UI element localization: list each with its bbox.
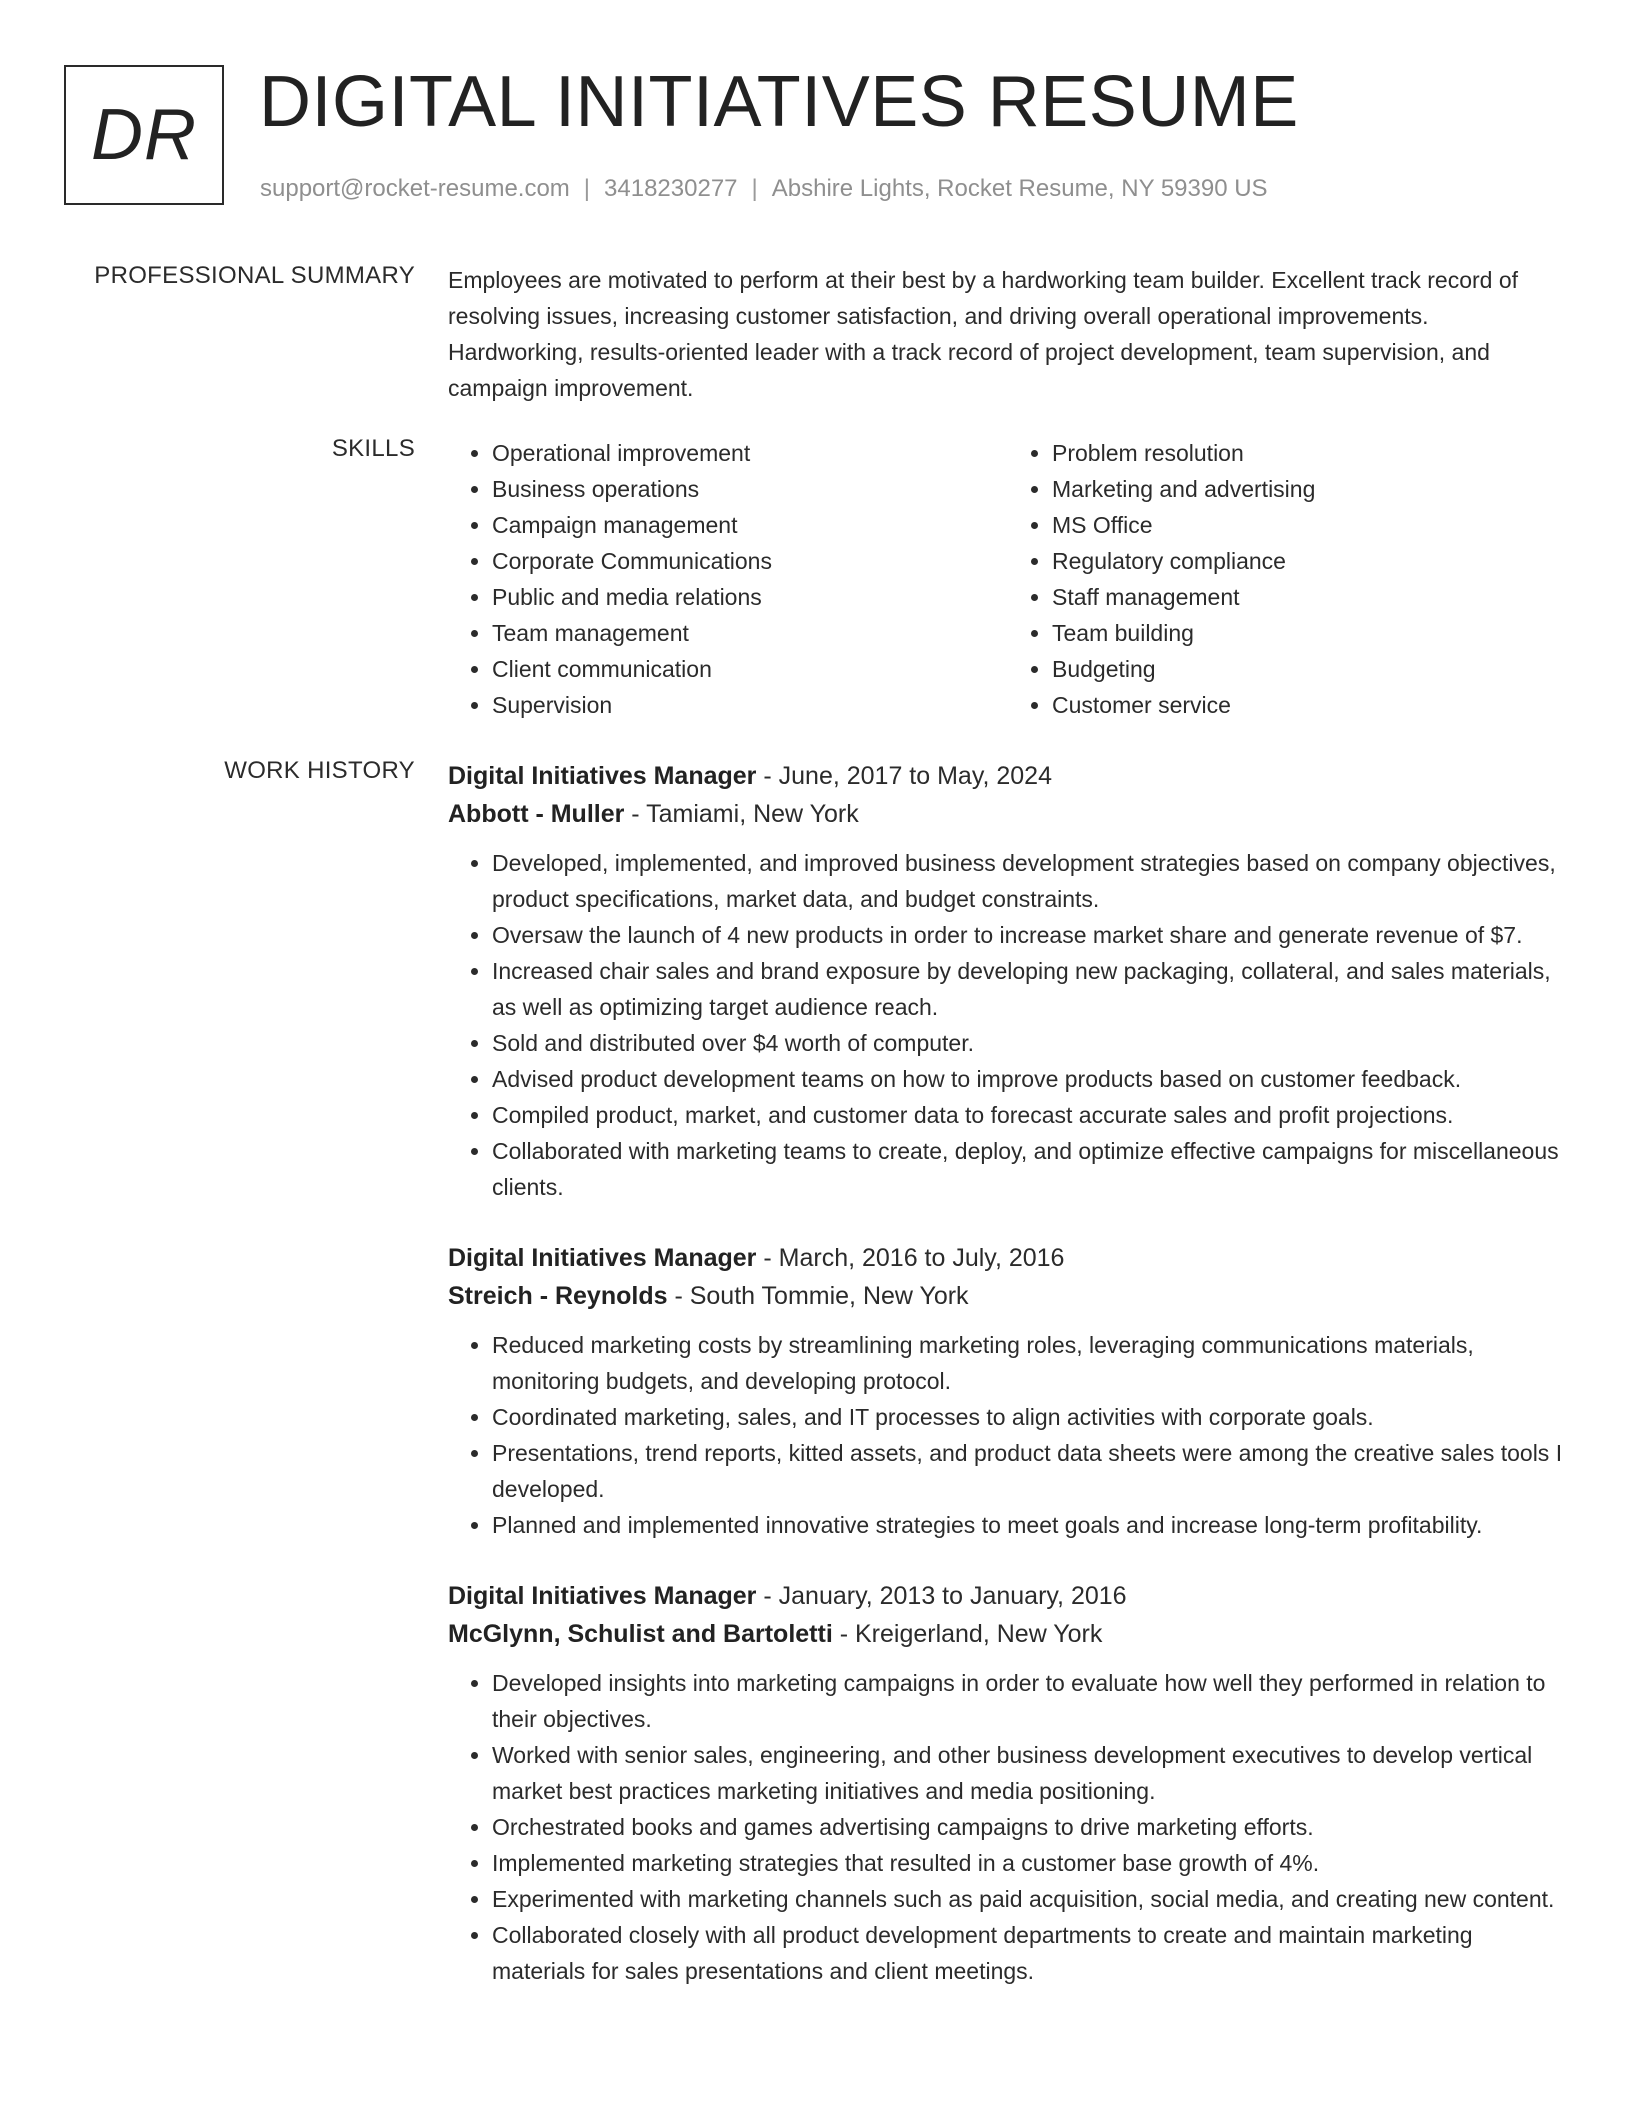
job-entry [448,1239,1568,1543]
job-dates: - June, 2017 to May, 2024 [756,762,1052,790]
job-location: - South Tommie, New York [667,1282,969,1310]
skills-list-right [1008,435,1568,723]
work-history-body [448,757,1568,2023]
job-company-line [448,1277,1568,1315]
job-role: Digital Initiatives Manager [448,762,757,790]
contact-email[interactable]: support@rocket-resume.com [260,175,570,202]
skill-item: • Public and media relations [492,579,1008,615]
job-bullet: • Coordinated marketing, sales, and IT processes to align activities with corporate goals. [492,1399,1568,1435]
job-title-line [448,757,1568,795]
skill-item: • Supervision [492,687,1008,723]
resume-title: DIGITAL INITIATIVES RESUME [259,62,1299,142]
job-bullets [448,1327,1568,1543]
job-company: Abbott - Muller [448,800,625,828]
job-entry [448,1577,1568,1989]
skill-item: • Customer service [1052,687,1568,723]
contact-separator: | [583,175,591,202]
job-dates: - January, 2013 to January, 2016 [756,1582,1127,1610]
job-location: - Tamiami, New York [624,800,859,828]
skills-heading: SKILLS [331,435,415,462]
contact-address: Abshire Lights, Rocket Resume, NY 59390 US [771,175,1268,202]
resume-header [64,62,1564,215]
job-title-line [448,1239,1568,1277]
skill-item: • Operational improvement [492,435,1008,471]
summary-text: Employees are motivated to perform at their best by a hardworking team builder. Excellent track record of resolving issues, increasing customer satisfaction, and driving overall operational improvements. Hardworking, results-oriented leader with a track record of project development, team supervision, and campaign improvement. [448,267,1519,401]
job-company-line [448,1615,1568,1653]
skills-body [448,435,1568,723]
contact-phone[interactable]: 3418230277 [604,175,738,202]
work-history-heading: WORK HISTORY [224,757,415,784]
summary-heading: PROFESSIONAL SUMMARY [94,262,415,289]
job-bullet: • Implemented marketing strategies that resulted in a customer base growth of 4%. [492,1845,1568,1881]
job-bullet: • Developed, implemented, and improved business development strategies based on company objectives, product specifications, market data, and budget constraints. [492,845,1568,917]
skills-list-left [448,435,1008,723]
job-entry [448,757,1568,1205]
skill-item: • Marketing and advertising [1052,471,1568,507]
skill-item: • Team management [492,615,1008,651]
skill-item: • Campaign management [492,507,1008,543]
job-company: McGlynn, Schulist and Bartoletti [448,1620,833,1648]
skill-item: • Budgeting [1052,651,1568,687]
job-bullets [448,845,1568,1205]
job-company: Streich - Reynolds [448,1282,668,1310]
job-role: Digital Initiatives Manager [448,1244,757,1272]
job-title-line [448,1577,1568,1615]
job-role: Digital Initiatives Manager [448,1582,757,1610]
job-bullet: • Advised product development teams on how to improve products based on customer feedback. [492,1061,1568,1097]
job-location: - Kreigerland, New York [832,1620,1103,1648]
job-bullet: • Compiled product, market, and customer data to forecast accurate sales and profit projections. [492,1097,1568,1133]
job-bullet: • Orchestrated books and games advertising campaigns to drive marketing efforts. [492,1809,1568,1845]
job-bullet: • Collaborated closely with all product development departments to create and maintain marketing materials for sales presentations and client meetings. [492,1917,1568,1989]
job-bullet: • Sold and distributed over $4 worth of computer. [492,1025,1568,1061]
skills-columns [448,435,1568,723]
skill-item: • Corporate Communications [492,543,1008,579]
skill-item: • Client communication [492,651,1008,687]
job-bullet: • Planned and implemented innovative strategies to meet goals and increase long-term profitability. [492,1507,1568,1543]
skill-item: • Problem resolution [1052,435,1568,471]
job-dates: - March, 2016 to July, 2016 [756,1244,1065,1272]
job-bullet: • Increased chair sales and brand exposure by developing new packaging, collateral, and sales materials, as well as optimizing target audience reach. [492,953,1568,1025]
job-bullet: • Reduced marketing costs by streamlining marketing roles, leveraging communications materials, monitoring budgets, and developing protocol. [492,1327,1568,1399]
job-bullet: • Collaborated with marketing teams to create, deploy, and optimize effective campaigns for miscellaneous clients. [492,1133,1568,1205]
job-bullet: • Experimented with marketing channels such as paid acquisition, social media, and creating new content. [492,1881,1568,1917]
monogram-badge: DR [64,65,224,205]
job-company-line [448,795,1568,833]
skill-item: • Staff management [1052,579,1568,615]
job-bullet: • Oversaw the launch of 4 new products in order to increase market share and generate revenue of $7. [492,917,1568,953]
job-bullet: • Worked with senior sales, engineering, and other business development executives to develop vertical market best practices marketing initiatives and media positioning. [492,1737,1568,1809]
skill-item: • Team building [1052,615,1568,651]
skill-item: • MS Office [1052,507,1568,543]
job-bullets [448,1665,1568,1989]
skill-item: • Business operations [492,471,1008,507]
skill-item: • Regulatory compliance [1052,543,1568,579]
contact-separator: | [751,175,758,202]
contact-line [260,175,1268,203]
job-bullet: • Developed insights into marketing campaigns in order to evaluate how well they performed in relation to their objectives. [492,1665,1568,1737]
job-bullet: • Presentations, trend reports, kitted assets, and product data sheets were among the creative sales tools I developed. [492,1435,1568,1507]
summary-body [448,262,1568,406]
